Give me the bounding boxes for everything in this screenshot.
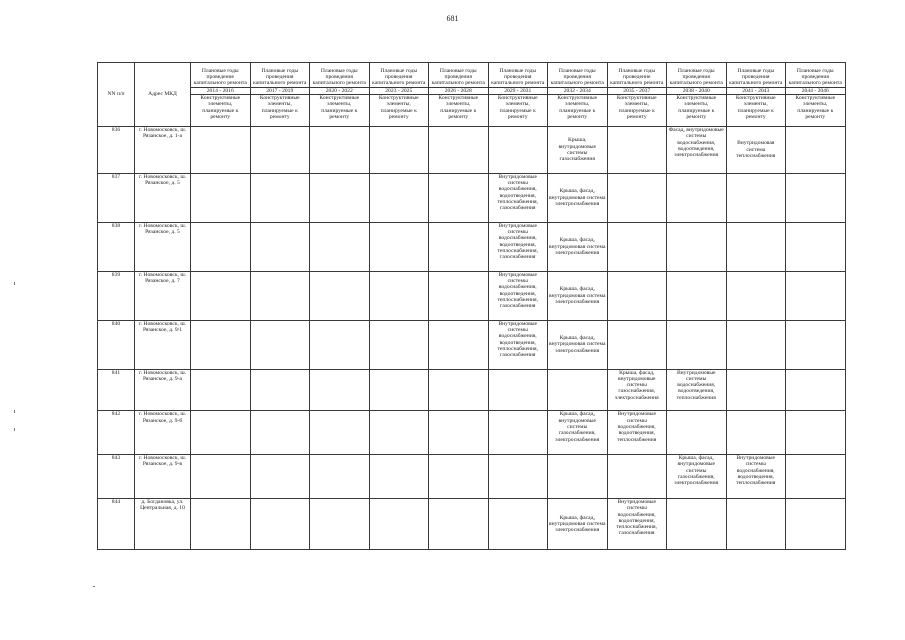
column-header-period (607, 63, 667, 95)
header-row-periods (98, 63, 846, 95)
repair-elements-cell (310, 455, 370, 499)
repair-elements-cell (607, 455, 667, 499)
repair-elements-cell (786, 455, 846, 499)
repair-elements-cell: Фасад, внутридомовые системы водоснабжения, водоотведения, электроснабжения (667, 127, 727, 174)
repair-elements-cell (488, 369, 548, 411)
repair-elements-cell: Внутридомовые системы водоснабжения, водоотведения, теплоснабжения, газоснабжения (488, 222, 548, 271)
row-address: г. Новомосковск, ш. Рязанское, д. 9-б (135, 411, 191, 455)
repair-elements-cell: Внутридомовые системы водоснабжения, водоотведения, теплоснабжения, газоснабжения (607, 499, 667, 550)
repair-elements-cell (310, 499, 370, 550)
repair-elements-cell: Крыша, фасад, внутридомовая система электроснабжения (548, 222, 608, 271)
period-years: 2017 - 2019 (251, 87, 310, 94)
period-label: Плановые годы проведения капитального ремонта (669, 67, 723, 87)
repair-elements-cell (369, 173, 429, 222)
repair-elements-cell (191, 271, 251, 320)
repair-elements-cell (548, 369, 608, 411)
repair-elements-cell (726, 173, 786, 222)
repair-elements-cell (250, 320, 310, 369)
repair-elements-cell (369, 127, 429, 174)
column-header-period (726, 63, 786, 95)
column-header-elements: Конструктивные элементы, планируемые к ремонту (310, 95, 370, 127)
repair-elements-cell: Внутридомовые системы водоснабжения, водоотведения, теплоснабжения, газоснабжения (488, 320, 548, 369)
repair-elements-cell (191, 499, 251, 550)
column-header-elements: Конструктивные элементы, планируемые к ремонту (369, 95, 429, 127)
repair-elements-cell (191, 455, 251, 499)
repair-elements-cell: Внутридомовые системы водоснабжения, водоотведения, теплоснабжения (726, 455, 786, 499)
repair-elements-cell (191, 411, 251, 455)
repair-elements-cell (429, 320, 489, 369)
repair-elements-cell (429, 173, 489, 222)
table-row (98, 173, 846, 222)
column-header-elements: Конструктивные элементы, планируемые к ремонту (786, 95, 846, 127)
scan-mark (14, 282, 15, 285)
row-address: г. Новомосковск, ш. Рязанское, д. 5 (135, 173, 191, 222)
repair-elements-cell: Крыша, внутридомовые системы газоснабжения (548, 127, 608, 174)
repair-elements-cell (786, 271, 846, 320)
repair-elements-cell (191, 173, 251, 222)
column-header-elements: Конструктивные элементы, планируемые к ремонту (429, 95, 489, 127)
repair-elements-cell (429, 222, 489, 271)
row-number: 839 (98, 271, 135, 320)
repair-elements-cell (310, 173, 370, 222)
repair-elements-cell (726, 320, 786, 369)
repair-elements-cell (786, 127, 846, 174)
repair-elements-cell (667, 411, 727, 455)
repair-elements-cell (250, 271, 310, 320)
row-address: г. Новомосковск, ш. Рязанское, д. 9/1 (135, 320, 191, 369)
repair-elements-cell (488, 411, 548, 455)
repair-elements-cell: Крыша, фасад, внутридомовые системы газоснабжения, электроснабжения (548, 411, 608, 455)
repair-elements-cell: Крыша, фасад, внутридомовая система электроснабжения (548, 173, 608, 222)
repair-elements-cell (488, 499, 548, 550)
column-header-elements: Конструктивные элементы, планируемые к ремонту (250, 95, 310, 127)
row-address: г. Новомосковск, ш. Рязанское, д. 9-а (135, 369, 191, 411)
repair-elements-cell (250, 411, 310, 455)
repair-elements-cell: Внутридомовые системы водоснабжения, водоотведения, теплоснабжения (667, 369, 727, 411)
repair-elements-cell (786, 499, 846, 550)
repair-elements-cell (429, 455, 489, 499)
repair-elements-cell (310, 222, 370, 271)
period-years: 2035 - 2037 (608, 87, 667, 94)
repair-elements-cell (250, 173, 310, 222)
period-years: 2038 - 2040 (667, 87, 726, 94)
period-label: Плановые годы проведения капитального ремонта (372, 67, 426, 87)
repair-elements-cell: Крыша, фасад, внутридомовые системы газоснабжения, электроснабжения (607, 369, 667, 411)
repair-elements-cell (310, 369, 370, 411)
table-row (98, 411, 846, 455)
repair-elements-cell (488, 455, 548, 499)
period-label: Плановые годы проведения капитального ремонта (312, 67, 366, 87)
row-number: 844 (98, 499, 135, 550)
repair-elements-cell (667, 320, 727, 369)
period-years: 2041 - 2043 (727, 87, 786, 94)
row-number: 837 (98, 173, 135, 222)
repair-elements-cell (548, 455, 608, 499)
row-number: 838 (98, 222, 135, 271)
period-years: 2026 - 2028 (429, 87, 488, 94)
column-header-period (488, 63, 548, 95)
repair-elements-cell (250, 369, 310, 411)
repair-elements-cell (250, 222, 310, 271)
period-label: Плановые годы проведения капитального ремонта (788, 67, 842, 87)
column-header-elements: Конструктивные элементы, планируемые к ремонту (548, 95, 608, 127)
column-header-elements: Конструктивные элементы, планируемые к ремонту (488, 95, 548, 127)
repair-elements-cell (786, 222, 846, 271)
repair-elements-cell (667, 222, 727, 271)
row-number: 840 (98, 320, 135, 369)
header-row-elements (98, 95, 846, 127)
repair-elements-cell (429, 499, 489, 550)
table-row (98, 127, 846, 174)
table-row (98, 271, 846, 320)
column-header-number: NN п/п (98, 63, 135, 127)
repair-elements-cell: Внутридомовые системы водоснабжения, водоотведения, теплоснабжения, газоснабжения (488, 271, 548, 320)
repair-elements-cell (310, 320, 370, 369)
column-header-address: Адрес МКД (135, 63, 191, 127)
table-row (98, 320, 846, 369)
repair-elements-cell (726, 411, 786, 455)
period-years: 2044 - 2046 (786, 87, 845, 94)
row-number: 841 (98, 369, 135, 411)
repair-elements-cell: Крыша, фасад, внутридомовая система электроснабжения (548, 320, 608, 369)
scan-mark (93, 586, 95, 587)
scan-mark (14, 410, 15, 413)
repair-elements-cell (786, 173, 846, 222)
row-address: г. Новомосковск, ш. Рязанское, д. 7 (135, 271, 191, 320)
repair-elements-cell (369, 411, 429, 455)
period-label: Плановые годы проведения капитального ремонта (253, 67, 307, 87)
repair-elements-cell (607, 127, 667, 174)
repair-elements-cell: Внутридомовые системы водоснабжения, водоотведения, теплоснабжения, газоснабжения (488, 173, 548, 222)
column-header-elements: Конструктивные элементы, планируемые к ремонту (607, 95, 667, 127)
repair-elements-cell (607, 173, 667, 222)
column-header-period (191, 63, 251, 95)
repair-elements-cell (369, 499, 429, 550)
column-header-period (548, 63, 608, 95)
repair-elements-cell (191, 222, 251, 271)
repair-elements-cell (667, 173, 727, 222)
repair-elements-cell (607, 271, 667, 320)
repair-elements-cell: Крыша, фасад, внутридомовая система электроснабжения (548, 499, 608, 550)
period-label: Плановые годы проведения капитального ремонта (431, 67, 485, 87)
period-years: 2032 - 2034 (548, 87, 607, 94)
repair-elements-cell (369, 271, 429, 320)
table-row (98, 369, 846, 411)
row-address: г. Новомосковск, ш. Рязанское, д. 9-в (135, 455, 191, 499)
repair-elements-cell (250, 455, 310, 499)
repair-elements-cell (726, 499, 786, 550)
repair-elements-cell (488, 127, 548, 174)
column-header-period (369, 63, 429, 95)
repair-elements-cell (250, 127, 310, 174)
repair-elements-cell (369, 369, 429, 411)
row-address: д. Богдановка, ул. Центральная, д. 10 (135, 499, 191, 550)
capital-repair-table (97, 62, 846, 550)
scan-mark (14, 428, 15, 431)
column-header-period (667, 63, 727, 95)
period-years: 2023 - 2025 (370, 87, 429, 94)
row-number: 843 (98, 455, 135, 499)
repair-elements-cell (786, 320, 846, 369)
column-header-elements: Конструктивные элементы, планируемые к ремонту (667, 95, 727, 127)
period-label: Плановые годы проведение капитального ремонта (610, 67, 664, 87)
period-years: 2029 - 2031 (489, 87, 548, 94)
repair-elements-cell (726, 222, 786, 271)
repair-elements-cell: Крыша, фасад, внутридомовая система электроснабжения (548, 271, 608, 320)
row-number: 842 (98, 411, 135, 455)
repair-elements-cell: Внутридомовые системы водоснабжения, водоотведения, теплоснабжения (607, 411, 667, 455)
repair-elements-cell (369, 222, 429, 271)
repair-elements-cell (667, 271, 727, 320)
table-row (98, 499, 846, 550)
row-address: г. Новомосковск, ш. Рязанское, д. 1-а (135, 127, 191, 174)
column-header-elements: Конструктивные элементы, планируемые к ремонту (726, 95, 786, 127)
row-address: г. Новомосковск, ш. Рязанское, д. 5 (135, 222, 191, 271)
period-years: 2014 - 2016 (191, 87, 250, 94)
column-header-period (786, 63, 846, 95)
column-header-period (250, 63, 310, 95)
repair-elements-cell (191, 127, 251, 174)
column-header-period (310, 63, 370, 95)
period-label: Плановые годы проведения капитального ремонта (491, 67, 545, 87)
repair-elements-cell (369, 455, 429, 499)
repair-elements-cell (726, 369, 786, 411)
page-number: 681 (446, 14, 459, 23)
repair-elements-cell (369, 320, 429, 369)
repair-elements-cell (310, 271, 370, 320)
repair-elements-cell (429, 411, 489, 455)
repair-elements-cell (310, 127, 370, 174)
repair-elements-cell (429, 271, 489, 320)
repair-elements-cell (429, 127, 489, 174)
repair-elements-cell: Внутридомовая система теплоснабжения (726, 127, 786, 174)
repair-elements-cell (429, 369, 489, 411)
row-number: 836 (98, 127, 135, 174)
repair-elements-cell (667, 499, 727, 550)
period-label: Плановые годы проведения капитального ремонта (729, 67, 783, 87)
repair-elements-cell (607, 222, 667, 271)
period-label: Плановые годы проведение капитального ремонта (193, 67, 247, 87)
column-header-elements: Конструктивные элементы, планируемые к ремонту (191, 95, 251, 127)
table-row (98, 455, 846, 499)
column-header-period (429, 63, 489, 95)
period-years: 2020 - 2022 (310, 87, 369, 94)
repair-elements-cell (607, 320, 667, 369)
repair-elements-cell (786, 411, 846, 455)
repair-elements-cell (250, 499, 310, 550)
repair-elements-cell (786, 369, 846, 411)
repair-elements-cell (726, 271, 786, 320)
table-row (98, 222, 846, 271)
period-label: Плановые годы проведения капитального ремонта (550, 67, 604, 87)
repair-elements-cell: Крыша, фасад, внутридомовые системы газоснабжения, электроснабжения (667, 455, 727, 499)
repair-elements-cell (310, 411, 370, 455)
repair-elements-cell (191, 369, 251, 411)
repair-elements-cell (191, 320, 251, 369)
